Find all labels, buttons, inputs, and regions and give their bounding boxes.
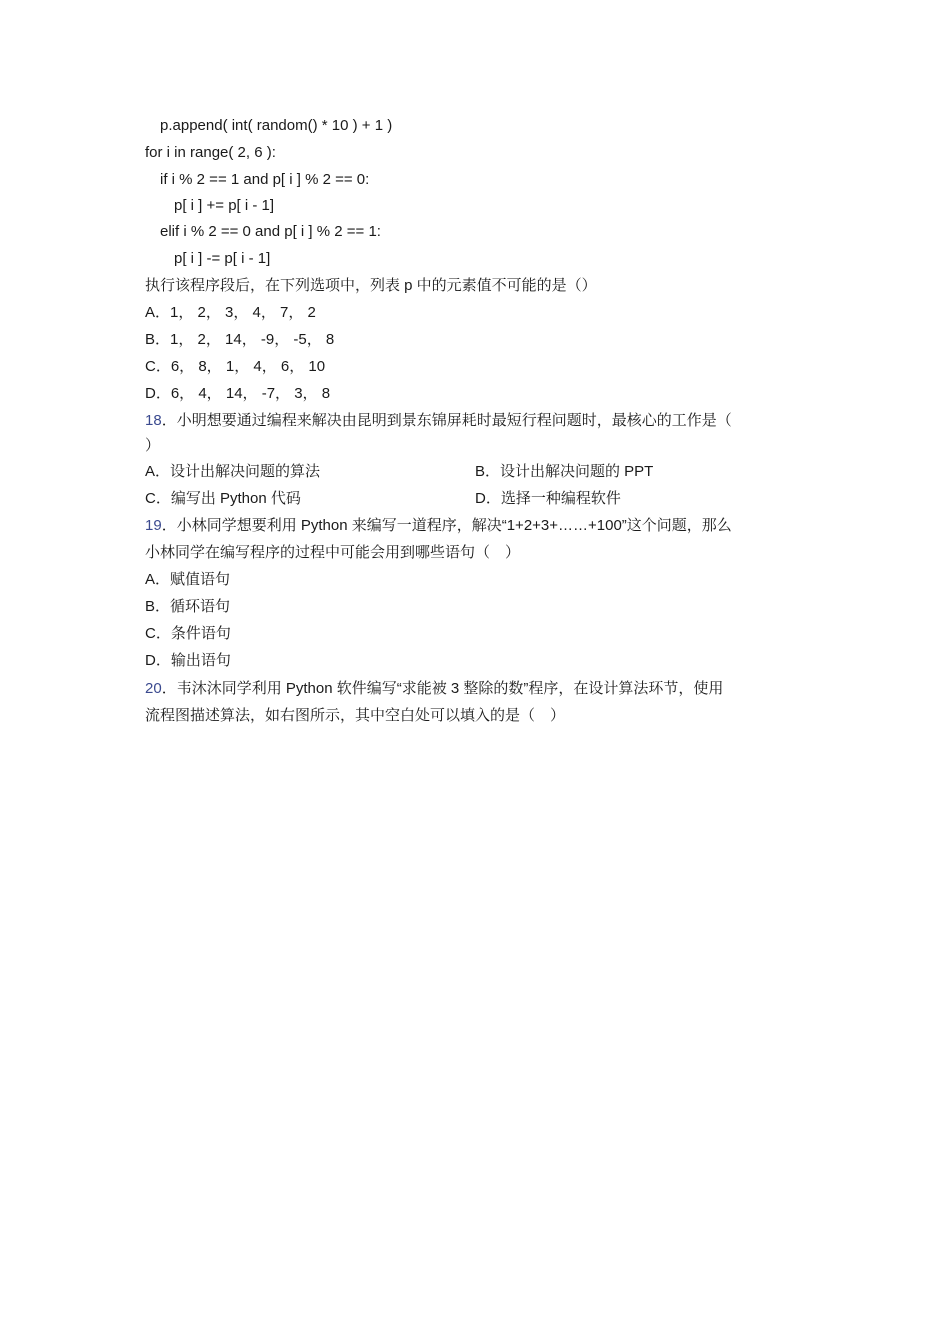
question-stem: 执行该程序段后，在下列选项中，列表 p 中的元素值不可能的是（） bbox=[145, 277, 597, 294]
code-line: p[ i ] -= p[ i - 1] bbox=[174, 250, 271, 267]
question-text: ．小林同学想要利用 Python 来编写一道程序，解决“1+2+3+……+100”这个问题，那么 bbox=[161, 517, 732, 534]
question-20-stem bbox=[145, 679, 723, 699]
option-d: D．6， 4， 14， -7， 3， 8 bbox=[145, 385, 331, 402]
option-a: A．设计出解决问题的算法 bbox=[145, 463, 321, 480]
question-text: ．小明想要通过编程来解决由昆明到景东锦屏耗时最短行程问题时，最核心的工作是（ bbox=[161, 412, 732, 429]
option-a: A．1， 2， 3， 4， 7， 2 bbox=[145, 304, 316, 321]
option-a: A．赋值语句 bbox=[145, 571, 231, 588]
code-line: p.append( int( random() * 10 ) + 1 ) bbox=[160, 117, 393, 134]
code-line: p[ i ] += p[ i - 1] bbox=[174, 197, 275, 214]
option-b: B．1， 2， 14， -9， -5， 8 bbox=[145, 331, 335, 348]
option-c: C．条件语句 bbox=[145, 625, 231, 642]
code-line: for i in range( 2, 6 ): bbox=[145, 144, 276, 161]
question-20-stem-cont: 流程图描述算法，如右图所示，其中空白处可以填入的是（ ） bbox=[145, 707, 566, 724]
question-18-stem-cont: ） bbox=[145, 437, 161, 454]
option-c: C．编写出 Python 代码 bbox=[145, 490, 301, 507]
question-number: 19 bbox=[145, 517, 162, 534]
option-d: D．选择一种编程软件 bbox=[475, 490, 621, 507]
question-number: 20 bbox=[145, 680, 162, 697]
question-19-stem bbox=[145, 516, 732, 536]
option-b: B．循环语句 bbox=[145, 598, 231, 615]
code-line: if i % 2 == 1 and p[ i ] % 2 == 0: bbox=[160, 171, 370, 188]
question-18-stem bbox=[145, 411, 732, 431]
question-19-stem-cont: 小林同学在编写程序的过程中可能会用到哪些语句（ ） bbox=[145, 544, 521, 561]
option-b: B．设计出解决问题的 PPT bbox=[475, 463, 654, 480]
question-text: ．韦沐沐同学利用 Python 软件编写“求能被 3 整除的数”程序，在设计算法环节，使用 bbox=[161, 680, 724, 697]
option-d: D．输出语句 bbox=[145, 652, 231, 669]
option-c: C．6， 8， 1， 4， 6， 10 bbox=[145, 358, 326, 375]
code-line: elif i % 2 == 0 and p[ i ] % 2 == 1: bbox=[160, 223, 381, 240]
question-number: 18 bbox=[145, 412, 162, 429]
